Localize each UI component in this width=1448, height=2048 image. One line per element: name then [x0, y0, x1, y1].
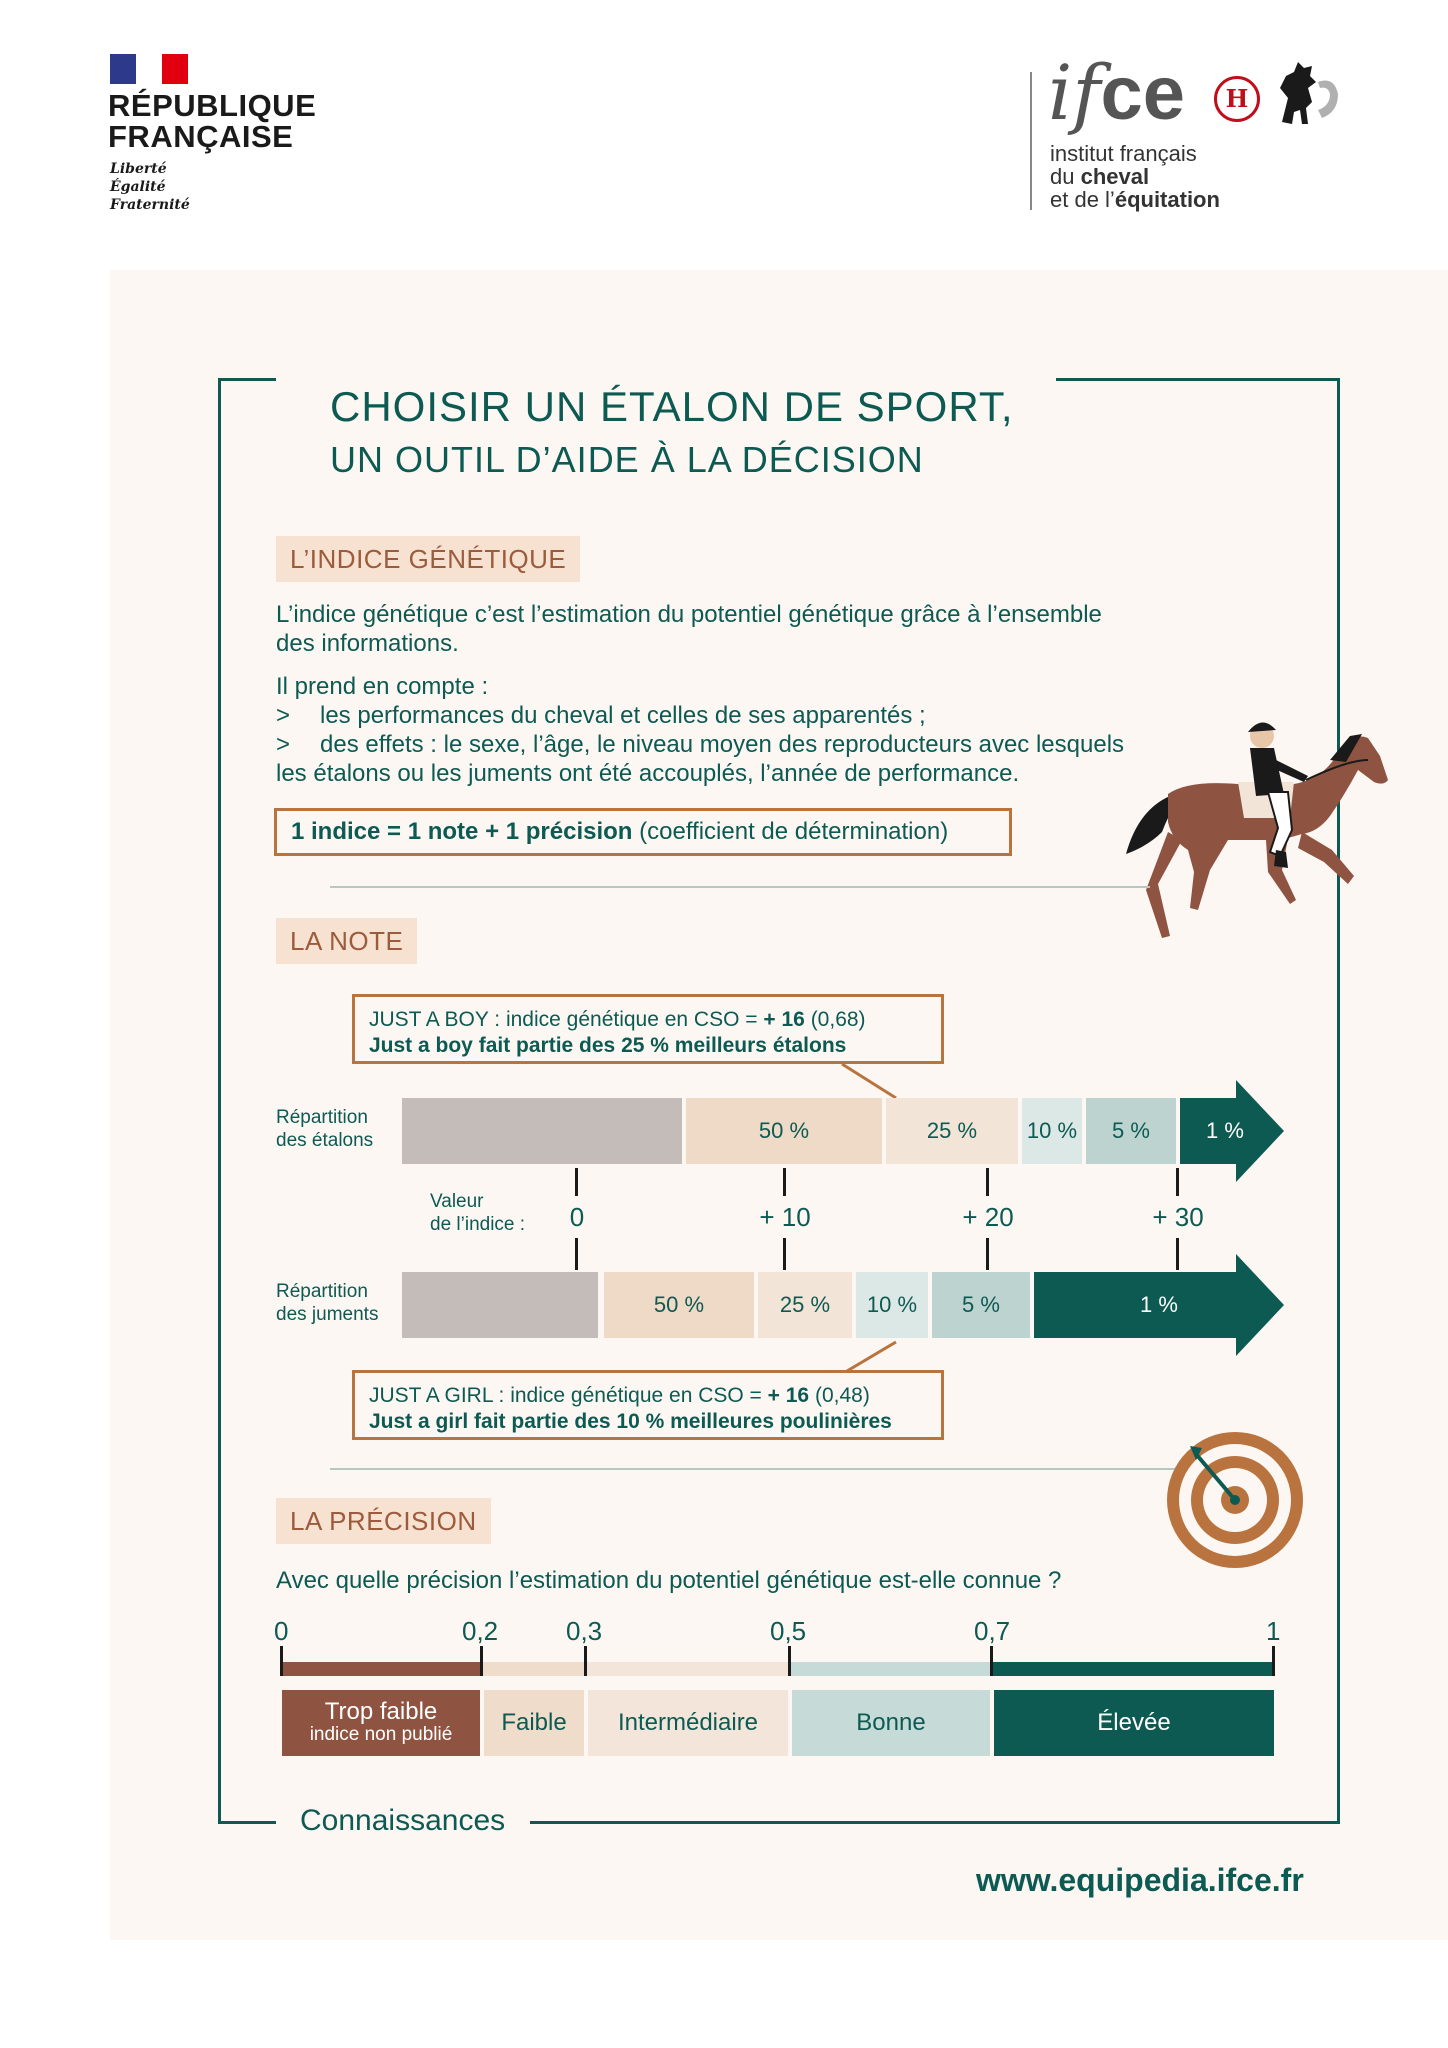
boy-line-2: Just a boy fait partie des 25 % meilleurs étalons	[369, 1034, 847, 1057]
frame-top-right	[1056, 378, 1340, 381]
etalons-bar-segment-10: 10 %	[1022, 1098, 1082, 1164]
etalons-bar-segment-1: 1 %	[1206, 1118, 1244, 1143]
precision-box-bonne	[792, 1690, 990, 1756]
valeur-line2: de l’indice :	[430, 1214, 526, 1235]
ifce-sub-line1: institut français	[1050, 141, 1197, 166]
scale-02: 0,2	[462, 1616, 499, 1646]
etalons-bar-segment-5: 5 %	[1086, 1098, 1176, 1164]
scale-tick-07	[990, 1646, 993, 1676]
faible-label: Faible	[501, 1709, 567, 1736]
ifce-sub-line3-bold: équitation	[1114, 187, 1220, 212]
tick-20-bottom	[986, 1238, 989, 1270]
etalons-bar-segment-50: 50 %	[686, 1098, 882, 1164]
elevee-label: Élevée	[1097, 1709, 1171, 1736]
trop-faible-sublabel: indice non publié	[309, 1724, 453, 1745]
bullet-marker: >	[276, 731, 291, 758]
valeur-line1: Valeur	[430, 1191, 484, 1212]
haras-h-logo-icon: H	[1214, 76, 1260, 122]
row-label-juments	[276, 1280, 378, 1326]
row2-label-line2: des juments	[276, 1304, 379, 1325]
republique-motto	[110, 160, 190, 214]
scale-band-bonne	[790, 1662, 992, 1676]
etalons-bar-segment-rest	[402, 1098, 682, 1164]
tick-10-bottom	[783, 1238, 786, 1270]
section-label-indice: L’INDICE GÉNÉTIQUE	[276, 536, 580, 582]
motto-liberte: Liberté	[110, 161, 167, 177]
precision-question: Avec quelle précision l’estimation du potentiel génétique est-elle connue ?	[276, 1567, 1062, 1594]
boy-line-1-bold: + 16	[763, 1008, 805, 1031]
row2-label-line1: Répartition	[276, 1281, 368, 1302]
valeur-indice-label	[430, 1190, 525, 1236]
ifce-logo-divider	[1030, 72, 1032, 210]
frame-left	[218, 378, 221, 1824]
scale-band-intermediaire	[586, 1662, 790, 1676]
girl-line-1-post: (0,48)	[809, 1384, 870, 1407]
ifce-logo-wordmark	[1048, 48, 1185, 139]
target-icon	[1160, 1420, 1310, 1570]
scale-tick-02	[480, 1646, 483, 1676]
ifce-sub-line3	[1050, 188, 1220, 211]
juments-bar-segment-10: 10 %	[856, 1272, 928, 1338]
indice-paragraph-2	[276, 672, 1236, 788]
precision-box-faible	[484, 1690, 584, 1756]
scale-band-trop-faible	[282, 1662, 482, 1676]
section-label-precision: LA PRÉCISION	[276, 1498, 491, 1544]
scale-tick-1	[1272, 1646, 1275, 1676]
ifce-sub-line2	[1050, 165, 1220, 188]
etalons-bar-segment-25: 25 %	[886, 1098, 1018, 1164]
formula-rest: (coefficient de détermination)	[632, 818, 949, 845]
tick-label-30: + 30	[1152, 1202, 1204, 1232]
row1-label-line2: des étalons	[276, 1130, 374, 1151]
formula-box	[274, 808, 1012, 856]
boy-line-1-pre: JUST A BOY : indice génétique en CSO =	[369, 1008, 764, 1031]
francaise-line: FRANÇAISE	[108, 119, 294, 154]
frame-top-left	[218, 378, 276, 381]
scale-band-elevee	[992, 1662, 1274, 1676]
girl-line-1-bold: + 16	[767, 1384, 810, 1407]
republique-francaise-name	[108, 90, 368, 152]
scale-03: 0,3	[566, 1616, 603, 1646]
juments-bar-segment-1: 1 %	[1140, 1292, 1178, 1317]
tick-label-10: + 10	[759, 1202, 811, 1232]
tick-label-0: 0	[569, 1202, 585, 1232]
bullet-marker: >	[276, 702, 291, 729]
ifce-sub-line2-bold: cheval	[1080, 164, 1150, 189]
section-separator-2	[330, 1468, 1190, 1470]
callout-boy-pointer	[840, 1062, 900, 1100]
formula-bold: 1 indice = 1 note + 1 précision	[291, 818, 633, 845]
callout-just-a-girl	[352, 1370, 944, 1440]
bonne-label: Bonne	[856, 1709, 926, 1736]
precision-box-elevee	[994, 1690, 1274, 1756]
scale-tick-03	[584, 1646, 587, 1676]
tick-0-top	[575, 1168, 578, 1196]
ifce-logo-subtitle	[1050, 142, 1220, 211]
tick-10-top	[783, 1168, 786, 1196]
juments-bar-segment-5: 5 %	[932, 1272, 1030, 1338]
precision-box-intermediaire	[588, 1690, 788, 1756]
motto-fraternite: Fraternité	[110, 197, 190, 213]
juments-bar-segment-50: 50 %	[604, 1272, 754, 1338]
scale-07: 0,7	[974, 1616, 1011, 1646]
girl-line-2: Just a girl fait partie des 10 % meilleures poulinières	[369, 1410, 892, 1433]
indice-p1-line1: L’indice génétique c’est l’estimation du potentiel génétique grâce à l’ensemble	[276, 601, 1102, 628]
indice-p2-intro: Il prend en compte :	[276, 673, 489, 700]
row-label-etalons	[276, 1106, 373, 1152]
indice-bullet-2	[276, 730, 1236, 759]
boy-line-1-post: (0,68)	[804, 1008, 866, 1031]
bullet-1-text: les performances du cheval et celles de ses apparentés ;	[320, 702, 926, 729]
scale-tick-0	[280, 1646, 283, 1676]
row1-label-line1: Répartition	[276, 1107, 368, 1128]
indice-bullet-1	[276, 701, 1236, 730]
horse-rider-illustration	[1118, 700, 1390, 940]
frame-bottom-right	[530, 1821, 1340, 1824]
precision-box-trop-faible	[282, 1690, 480, 1756]
ifce-sub-line2-pre: du	[1050, 164, 1081, 189]
tick-20-top	[986, 1168, 989, 1196]
trop-faible-label: Trop faible	[324, 1698, 438, 1725]
scale-0: 0	[274, 1616, 289, 1646]
frame-right	[1337, 378, 1340, 1824]
bullet-2-text: des effets : le sexe, l’âge, le niveau moyen des reproducteurs avec lesquels	[320, 731, 1125, 758]
indice-bullet-2-continuation: les étalons ou les juments ont été accouplés, l’année de performance.	[276, 760, 1020, 787]
intermediaire-label: Intermédiaire	[617, 1709, 759, 1736]
indice-paragraph-1	[276, 600, 1236, 658]
frame-bottom-left	[218, 1821, 276, 1824]
girl-line-1-pre: JUST A GIRL : indice génétique en CSO =	[369, 1384, 768, 1407]
indice-p1-line2: des informations.	[276, 630, 459, 657]
juments-bar-segment-25: 25 %	[758, 1272, 852, 1338]
tick-0-bottom	[575, 1238, 578, 1270]
connaissances-label: Connaissances	[300, 1804, 506, 1837]
republique-francaise-flag-logo	[110, 54, 188, 84]
scale-1: 1	[1266, 1616, 1281, 1646]
callout-just-a-boy	[352, 994, 944, 1064]
rearing-horse-logo-icon	[1272, 58, 1342, 130]
ifce-logo-ce: ce	[1100, 51, 1185, 136]
tick-label-20: + 20	[962, 1202, 1014, 1232]
ifce-sub-line3-pre: et de l’	[1050, 187, 1115, 212]
page-title: CHOISIR UN ÉTALON DE SPORT,	[330, 383, 1014, 430]
website-link[interactable]: www.equipedia.ifce.fr	[976, 1862, 1304, 1898]
republique-line: RÉPUBLIQUE	[108, 88, 317, 123]
section-separator-1	[330, 886, 1150, 888]
ifce-logo-if: if	[1048, 48, 1101, 137]
boy-line-1	[369, 1007, 927, 1033]
scale-tick-05	[788, 1646, 791, 1676]
scale-band-faible	[482, 1662, 586, 1676]
juments-bar-segment-rest	[402, 1272, 598, 1338]
girl-line-1	[369, 1383, 927, 1409]
scale-05: 0,5	[770, 1616, 807, 1646]
tick-30-top	[1176, 1168, 1179, 1196]
section-label-note: LA NOTE	[276, 918, 417, 964]
page-subtitle: UN OUTIL D’AIDE À LA DÉCISION	[330, 439, 924, 480]
motto-egalite: Égalité	[110, 179, 166, 195]
